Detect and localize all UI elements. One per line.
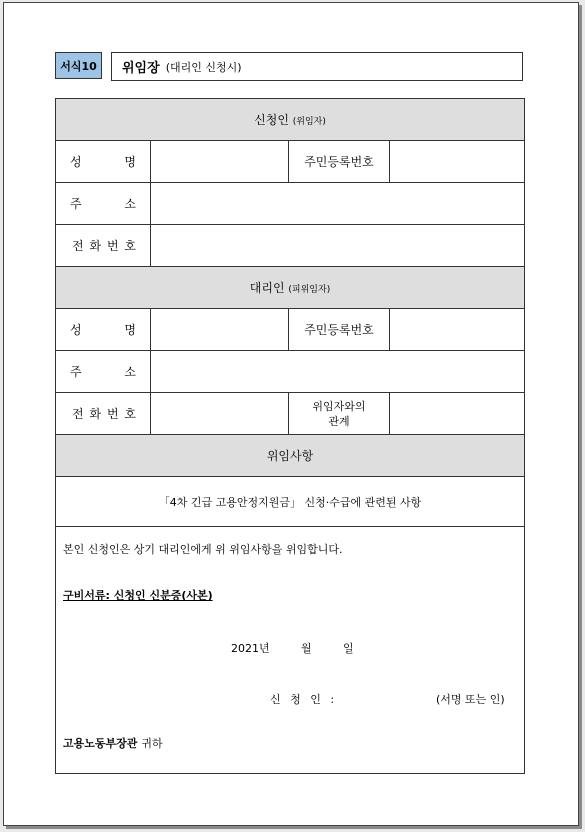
label-char: 화 — [89, 407, 102, 421]
label-char: 주 — [70, 197, 82, 211]
date-year: 2021년 — [231, 642, 270, 655]
applicant-phone-label — [56, 225, 151, 267]
applicant-section-title: 신청인 — [254, 113, 289, 127]
applicant-section-header — [56, 99, 525, 141]
date-line — [231, 640, 354, 656]
label-char: 화 — [89, 239, 102, 253]
delegation-section-header: 위임사항 — [56, 435, 525, 477]
applicant-address-field[interactable] — [151, 183, 525, 225]
label-char: 번 — [106, 407, 119, 421]
label-char: 전 — [72, 239, 84, 253]
applicant-rrn-label: 주민등록번호 — [289, 141, 390, 183]
label-char: 소 — [124, 197, 136, 211]
signature-label: 신 청 인 : — [270, 693, 338, 706]
agent-name-field[interactable] — [151, 309, 289, 351]
date-month: 월 — [301, 642, 312, 655]
power-of-attorney-table — [55, 98, 525, 774]
agent-rrn-label: 주민등록번호 — [289, 309, 390, 351]
label-char: 호 — [124, 239, 136, 253]
agent-address-label — [56, 351, 151, 393]
agent-phone-field[interactable] — [151, 393, 289, 435]
label-char: 전 — [72, 407, 84, 421]
title-box — [111, 52, 523, 81]
label-char: 명 — [124, 155, 136, 169]
signature-note[interactable]: (서명 또는 인) — [436, 693, 505, 706]
agent-relation-field[interactable] — [390, 393, 525, 435]
form-code-badge: 서식10 — [55, 52, 102, 79]
applicant-phone-field[interactable] — [151, 225, 525, 267]
label-char: 성 — [70, 155, 82, 169]
relation-label-line: 관계 — [328, 414, 350, 428]
label-char: 명 — [124, 323, 136, 337]
agent-relation-label — [289, 393, 390, 435]
label-char: 호 — [124, 407, 136, 421]
applicant-name-field[interactable] — [151, 141, 289, 183]
form-title-note: (대리인 신청시) — [165, 60, 242, 74]
applicant-name-label — [56, 141, 151, 183]
applicant-section-note: (위임자) — [292, 117, 326, 127]
agent-phone-label — [56, 393, 151, 435]
agent-section-title: 대리인 — [249, 281, 285, 295]
recipient-suffix: 귀하 — [141, 737, 163, 750]
agent-address-field[interactable] — [151, 351, 525, 393]
declaration-block — [56, 527, 525, 774]
delegation-scope: 「4차 긴급 고용안정지원금」 신청·수급에 관련된 사항 — [56, 477, 525, 527]
form-title: 위임장 — [122, 61, 160, 76]
agent-rrn-field[interactable] — [390, 309, 525, 351]
label-char: 번 — [106, 239, 119, 253]
applicant-address-label — [56, 183, 151, 225]
label-char: 소 — [124, 365, 136, 379]
agent-section-header — [56, 267, 525, 309]
recipient-name: 고용노동부장관 — [63, 737, 138, 750]
label-char: 성 — [70, 323, 82, 337]
required-documents: 구비서류: 신청인 신분증(사본) — [63, 589, 213, 602]
applicant-rrn-field[interactable] — [390, 141, 525, 183]
recipient-line — [63, 735, 163, 751]
date-day: 일 — [343, 642, 354, 655]
agent-name-label — [56, 309, 151, 351]
label-char: 주 — [70, 365, 82, 379]
declaration-text: 본인 신청인은 상기 대리인에게 위 위임사항을 위임합니다. — [63, 543, 343, 556]
relation-label-line: 위임자와의 — [312, 399, 366, 413]
agent-section-note: (피위임자) — [288, 285, 331, 295]
